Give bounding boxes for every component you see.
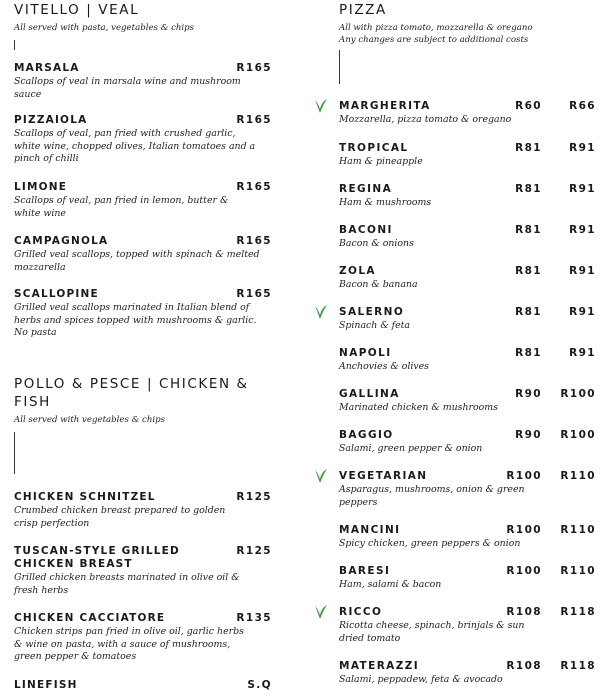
veal-note: All served with pasta, vegetables & chips — [14, 23, 195, 33]
pizza-name: MANCINI — [339, 524, 401, 536]
chicken-fish-divider — [14, 432, 15, 474]
pizza-price-large: R100 — [560, 388, 596, 400]
item-name: CAMPAGNOLA — [14, 235, 109, 247]
pizza-price-large: R91 — [569, 183, 596, 195]
pizza-price-small: R81 — [515, 347, 542, 359]
item-name: TUSCAN-STYLE GRILLED CHICKEN BREAST — [14, 545, 180, 570]
pizza-name: MATERAZZI — [339, 660, 420, 672]
pizza-name: SALERNO — [339, 306, 405, 318]
menu-item — [14, 612, 272, 664]
pizza-name: BARESI — [339, 565, 391, 577]
pizza-name: RICCO — [339, 606, 383, 618]
pizza-price-large: R91 — [569, 142, 596, 154]
veal-title: VITELLO | VEAL — [14, 2, 140, 18]
pizza-description: Salami, green pepper & onion — [339, 443, 483, 454]
item-description: Chicken strips pan fried in olive oil, garlic herbs & wine on pasta, with a sauce of mushrooms, green pepper & tomatoes — [14, 626, 244, 662]
item-description: Grilled veal scallops marinated in Italian blend of herbs and spices topped with mushrooms & garlic. No pasta — [14, 302, 257, 338]
pizza-price-small: R108 — [506, 606, 542, 618]
menu-item — [14, 181, 272, 220]
pizza-description: Ham & pineapple — [339, 156, 423, 167]
pizza-description: Ham & mushrooms — [339, 197, 432, 208]
item-description: Crumbed chicken breast prepared to golden crisp perfection — [14, 505, 226, 529]
item-price: R165 — [236, 288, 272, 300]
pizza-price-small: R100 — [506, 565, 542, 577]
pizza-description: Mozzarella, pizza tomato & oregano — [339, 114, 512, 125]
item-name: LIMONE — [14, 181, 68, 193]
pizza-name: REGINA — [339, 183, 393, 195]
menu-item — [14, 62, 272, 101]
item-price: R165 — [236, 62, 272, 74]
pizza-description: Ricotta cheese, spinach, brinjals & sun dried tomato — [339, 620, 525, 644]
pizza-divider — [339, 50, 340, 84]
pizza-price-large: R91 — [569, 347, 596, 359]
pizza-description: Salami, peppadew, feta & avocado — [339, 674, 503, 685]
item-description: Scallops of veal, pan fried in lemon, butter & white wine — [14, 195, 229, 219]
pizza-note — [339, 22, 579, 46]
item-description: Scallops of veal, pan fried with crushed garlic, white wine, chopped olives, Italian tomatoes and a pinch of chilli — [14, 128, 256, 164]
pizza-description: Bacon & banana — [339, 279, 418, 290]
item-price: R135 — [236, 612, 272, 624]
item-name: PIZZAIOLA — [14, 114, 88, 126]
item-price: S.Q — [247, 679, 272, 691]
item-description: Scallops of veal in marsala wine and mushroom sauce — [14, 76, 241, 100]
pizza-description: Bacon & onions — [339, 238, 414, 249]
pizza-price-large: R110 — [560, 565, 596, 577]
pizza-price-large: R91 — [569, 224, 596, 236]
vegetarian-leaf-icon — [314, 468, 328, 484]
pizza-description: Marinated chicken & mushrooms — [339, 402, 498, 413]
pizza-description: Spinach & feta — [339, 320, 411, 331]
item-description: Grilled chicken breasts marinated in olive oil & fresh herbs — [14, 572, 240, 596]
pizza-name: TROPICAL — [339, 142, 409, 154]
pizza-price-large: R91 — [569, 265, 596, 277]
item-price: R125 — [236, 545, 272, 557]
menu-item — [14, 679, 272, 692]
pizza-price-small: R81 — [515, 265, 542, 277]
pizza-price-small: R108 — [506, 660, 542, 672]
pizza-price-large: R100 — [560, 429, 596, 441]
pizza-price-small: R81 — [515, 224, 542, 236]
pizza-price-small: R60 — [515, 100, 542, 112]
item-price: R125 — [236, 491, 272, 503]
pizza-name: BAGGIO — [339, 429, 394, 441]
menu-item — [14, 545, 272, 597]
menu-item — [14, 235, 272, 274]
item-price: R165 — [236, 114, 272, 126]
pizza-note-line-2: Any changes are subject to additional costs — [339, 35, 529, 45]
pizza-name: GALLINA — [339, 388, 400, 400]
chicken-fish-title: POLLO & PESCE | CHICKEN & FISH — [14, 376, 249, 410]
pizza-price-large: R91 — [569, 306, 596, 318]
pizza-description: Ham, salami & bacon — [339, 579, 442, 590]
vegetarian-leaf-icon — [314, 604, 328, 620]
pizza-name: NAPOLI — [339, 347, 392, 359]
item-name: CHICKEN SCHNITZEL — [14, 491, 156, 503]
pizza-price-large: R110 — [560, 470, 596, 482]
item-name: MARSALA — [14, 62, 80, 74]
item-price: R165 — [236, 181, 272, 193]
item-name: LINEFISH — [14, 679, 78, 691]
menu-item — [14, 114, 272, 166]
veal-divider — [14, 40, 15, 50]
pizza-price-large: R66 — [569, 100, 596, 112]
pizza-price-small: R81 — [515, 183, 542, 195]
pizza-description: Spicy chicken, green peppers & onion — [339, 538, 521, 549]
pizza-name: BACONI — [339, 224, 393, 236]
pizza-name: VEGETARIAN — [339, 470, 428, 482]
pizza-price-large: R118 — [560, 660, 596, 672]
pizza-name: MARGHERITA — [339, 100, 431, 112]
pizza-price-large: R110 — [560, 524, 596, 536]
item-name: SCALLOPINE — [14, 288, 99, 300]
item-description: Grilled veal scallops, topped with spinach & melted mozzarella — [14, 249, 260, 273]
pizza-price-small: R81 — [515, 306, 542, 318]
pizza-name: ZOLA — [339, 265, 376, 277]
pizza-price-small: R100 — [506, 470, 542, 482]
pizza-price-small: R81 — [515, 142, 542, 154]
pizza-price-large: R118 — [560, 606, 596, 618]
pizza-price-small: R100 — [506, 524, 542, 536]
menu-item — [14, 491, 272, 530]
pizza-price-small: R90 — [515, 429, 542, 441]
pizza-price-small: R90 — [515, 388, 542, 400]
vegetarian-leaf-icon — [314, 304, 328, 320]
pizza-note-line-1: All with pizza tomato, mozzarella & oregano — [339, 23, 533, 33]
pizza-title: PIZZA — [339, 2, 387, 18]
menu-item — [14, 288, 272, 340]
vegetarian-leaf-icon — [314, 98, 328, 114]
item-name: CHICKEN CACCIATORE — [14, 612, 166, 624]
chicken-fish-note: All served with vegetables & chips — [14, 415, 166, 425]
pizza-description: Anchovies & olives — [339, 361, 429, 372]
pizza-description: Asparagus, mushrooms, onion & green peppers — [339, 484, 525, 508]
item-price: R165 — [236, 235, 272, 247]
